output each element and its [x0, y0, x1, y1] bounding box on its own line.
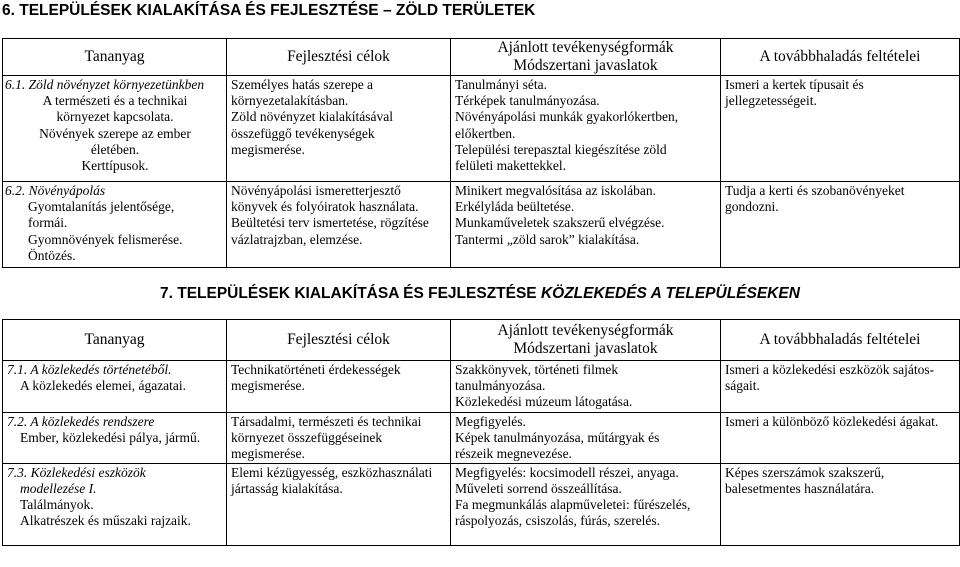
topic-line: modellezése I.	[20, 480, 97, 496]
activity-line: Közlekedési múzeum látogatása.	[455, 394, 633, 410]
goal-line: Zöld növényzet kialakításával	[231, 109, 393, 125]
activity-line: felületi makettekkel.	[455, 158, 566, 174]
requirement-line: balesetmentes használatára.	[725, 480, 875, 496]
cell-tananyag	[3, 413, 227, 464]
header-fejlesztesi-celok: Fejlesztési célok	[227, 320, 451, 361]
header-ajanlott	[451, 39, 721, 76]
topic-line: Gyomnövények felismerése.	[28, 231, 183, 247]
table-row	[3, 182, 960, 268]
cell-ajanlott	[451, 361, 721, 413]
cell-tananyag	[3, 463, 227, 545]
requirement-line: jellegzetességeit.	[725, 93, 817, 109]
activity-line: Minikert megvalósítása az iskolában.	[455, 183, 656, 198]
goal-line: könyvek és folyóiratok használata.	[231, 199, 419, 215]
requirement-line: gondozni.	[725, 199, 779, 215]
activity-line: Erkélyláda beültetése.	[455, 199, 575, 215]
activity-line: tanulmányozása.	[455, 378, 546, 394]
header-ajanlott-line2: Módszertani javaslatok	[513, 57, 658, 74]
requirement-line: ságait.	[725, 378, 760, 394]
activity-line: Tanulmányi séta.	[455, 77, 548, 92]
cell-feltetelei	[721, 361, 960, 413]
requirement-line: Képes szerszámok szakszerű,	[725, 464, 885, 480]
goal-line: Beültetési terv ismertetése, rögzítése	[231, 215, 429, 231]
requirement-line: Ismeri a kertek típusait és	[725, 77, 864, 92]
activity-line: részeik megnevezése.	[455, 446, 572, 462]
topic-line: Gyomtalanítás jelentősége,	[28, 199, 175, 215]
requirement-line: Tudja a kerti és szobanövényeket	[725, 183, 905, 198]
goal-line: Elemi kézügyesség, eszközhasználati	[231, 464, 433, 480]
cell-tananyag	[3, 361, 227, 413]
activity-line: Megfigyelés: kocsimodell részei, anyaga.	[455, 464, 679, 480]
activity-line: Munkaműveletek szakszerű elvégzése.	[455, 215, 665, 231]
table-header-row	[3, 320, 960, 361]
header-tovabbhaladas: A továbbhaladás feltételei	[721, 39, 960, 76]
activity-line: Megfigyelés.	[455, 414, 526, 429]
topic-heading: 6.1. Zöld növényzet környezetünkben	[5, 77, 205, 92]
activity-line: Növényápolási munkák gyakorlókertben,	[455, 109, 679, 125]
cell-celok	[227, 76, 451, 182]
section-6-title: 6. TELEPÜLÉSEK KIALAKÍTÁSA ÉS FEJLESZTÉSE – ZÖLD TERÜLETEK	[2, 2, 536, 19]
topic-line: A természeti és a technikai	[42, 93, 188, 109]
topic-line: Kerttípusok.	[81, 158, 149, 174]
goal-line: megismerése.	[231, 446, 305, 462]
header-ajanlott-line1: Ajánlott tevékenységformák	[497, 39, 674, 56]
section-7-table	[2, 319, 960, 546]
header-tovabbhaladas: A továbbhaladás feltételei	[721, 320, 960, 361]
activity-line: Műveleti sorrend összeállítása.	[455, 480, 622, 496]
header-tananyag: Tananyag	[3, 320, 227, 361]
topic-line: formái.	[28, 215, 68, 231]
goal-line: Növényápolási ismeretterjesztő	[231, 183, 401, 198]
cell-ajanlott	[451, 413, 721, 464]
activity-line: ráspolyozás, csiszolás, fúrás, szerelés.	[455, 513, 661, 529]
section-7-title	[160, 285, 800, 303]
header-tananyag: Tananyag	[3, 39, 227, 76]
cell-celok	[227, 413, 451, 464]
cell-celok	[227, 463, 451, 545]
cell-celok	[227, 182, 451, 268]
goal-line: jártasság kialakítása.	[231, 480, 343, 496]
activity-line: Települési terepasztal kiegészítése zöld	[455, 141, 667, 157]
cell-celok	[227, 361, 451, 413]
topic-line: Növények szerepe az ember	[39, 125, 191, 141]
requirement-line: Ismeri a közlekedési eszközök sajátos-	[725, 362, 935, 377]
topic-line: A közlekedés elemei, ágazatai.	[20, 378, 187, 394]
goal-line: Személyes hatás szerepe a	[231, 77, 374, 92]
cell-ajanlott	[451, 463, 721, 545]
cell-feltetelei	[721, 413, 960, 464]
topic-heading: 7.2. A közlekedés rendszere	[7, 414, 155, 429]
cell-ajanlott	[451, 76, 721, 182]
topic-line: Ember, közlekedési pálya, jármű.	[20, 430, 201, 446]
goal-line: környezet összefüggéseinek	[231, 430, 383, 446]
goal-line: Társadalmi, természeti és technikai	[231, 414, 422, 429]
goal-line: vázlatrajzban, elemzése.	[231, 231, 363, 247]
topic-line: Öntözés.	[28, 247, 76, 263]
section-6-table	[2, 38, 960, 268]
topic-heading: 7.3. Közlekedési eszközök	[7, 464, 146, 480]
table-row	[3, 463, 960, 545]
cell-feltetelei	[721, 463, 960, 545]
topic-line: életében.	[90, 141, 140, 157]
cell-feltetelei	[721, 76, 960, 182]
activity-line: Fa megmunkálás alapműveletei: fűrészelés,	[455, 497, 691, 513]
cell-tananyag	[3, 182, 227, 268]
activity-line: Tantermi „zöld sarok” kialakítása.	[455, 231, 640, 247]
table-row	[3, 76, 960, 182]
requirement-line: Ismeri a különböző közlekedési ágakat.	[725, 414, 939, 429]
table-header-row	[3, 39, 960, 76]
section-7-title-italic: KÖZLEKEDÉS A TELEPÜLÉSEKEN	[540, 285, 800, 302]
goal-line: megismerése.	[231, 378, 305, 394]
cell-feltetelei	[721, 182, 960, 268]
header-ajanlott	[451, 320, 721, 361]
cell-ajanlott	[451, 182, 721, 268]
topic-heading: 7.1. A közlekedés történetéből.	[7, 362, 172, 377]
goal-line: Technikatörténeti érdekességek	[231, 362, 401, 377]
topic-line: környezet kapcsolata.	[56, 109, 174, 125]
activity-line: Képek tanulmányozása, műtárgyak és	[455, 430, 660, 446]
activity-line: Térképek tanulmányozása.	[455, 93, 600, 109]
topic-line: Alkatrészek és műszaki rajzaik.	[20, 513, 191, 529]
section-7-title-main: 7. TELEPÜLÉSEK KIALAKÍTÁSA ÉS FEJLESZTÉSE	[160, 285, 541, 302]
table-row	[3, 361, 960, 413]
goal-line: összefüggő tevékenységek	[231, 125, 375, 141]
goal-line: megismerése.	[231, 141, 305, 157]
activity-line: Szakkönyvek, történeti filmek	[455, 362, 619, 377]
goal-line: környezetalakításban.	[231, 93, 349, 109]
topic-line: Találmányok.	[20, 497, 94, 513]
topic-heading: 6.2. Növényápolás	[5, 183, 106, 198]
activity-line: előkertben.	[455, 125, 516, 141]
header-fejlesztesi-celok: Fejlesztési célok	[227, 39, 451, 76]
table-row	[3, 413, 960, 464]
cell-tananyag	[3, 76, 227, 182]
header-ajanlott-line1: Ajánlott tevékenységformák	[497, 322, 674, 339]
header-ajanlott-line2: Módszertani javaslatok	[513, 340, 658, 357]
